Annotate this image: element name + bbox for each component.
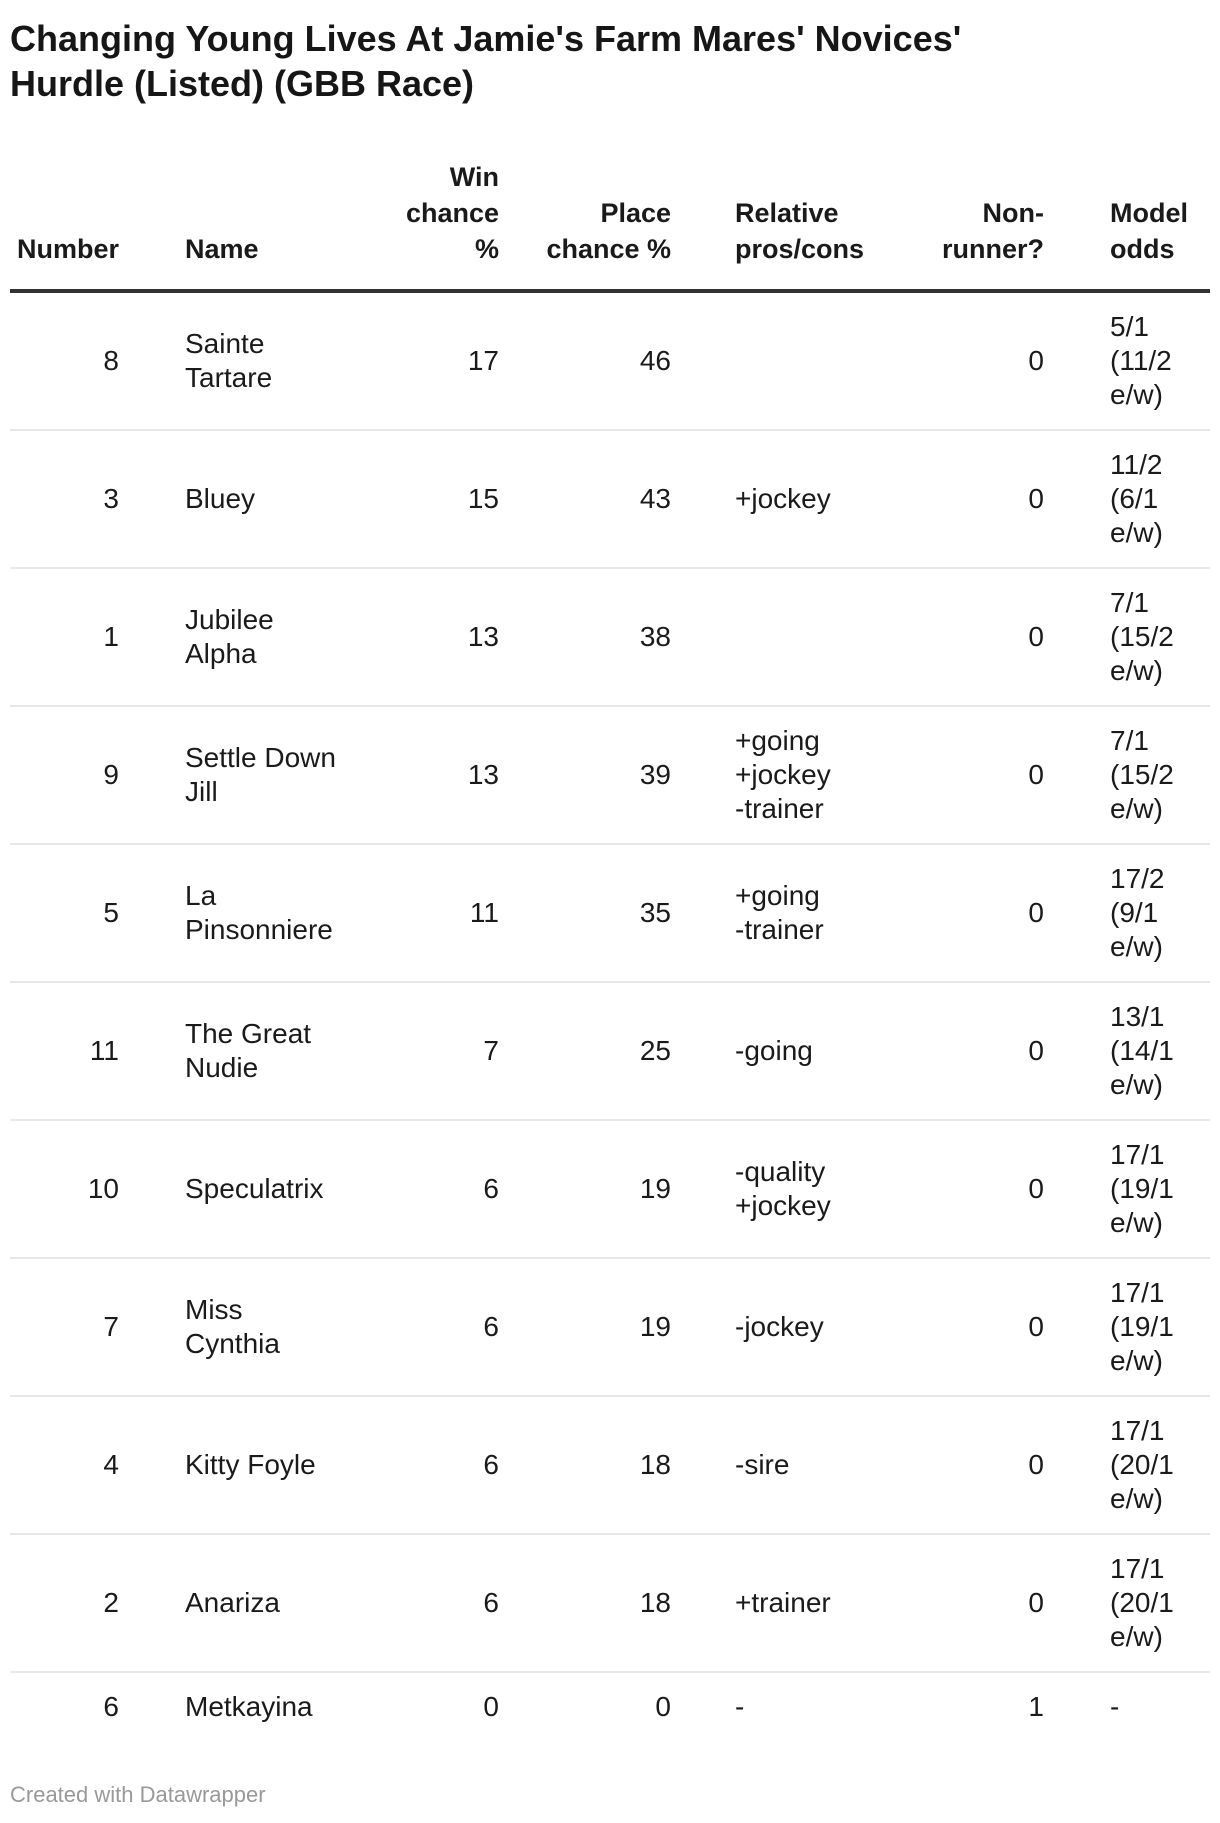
cell-pros_cons — [672, 1258, 910, 1396]
table-row — [10, 706, 1210, 844]
table-row — [10, 1534, 1210, 1672]
cell-number: 9 — [10, 706, 120, 844]
table-row — [10, 1120, 1210, 1258]
column-header-name: Name — [120, 154, 340, 291]
race-table — [10, 154, 1210, 1741]
cell-model_odds: 13/1 (14/1 e/w) — [1045, 982, 1210, 1120]
pros-cons-line: +jockey — [735, 759, 831, 790]
column-header-non_runner: Non-runner? — [910, 154, 1045, 291]
cell-name: Anariza — [120, 1534, 340, 1672]
cell-model_odds: 7/1 (15/2 e/w) — [1045, 706, 1210, 844]
table-row — [10, 1672, 1210, 1741]
cell-number: 7 — [10, 1258, 120, 1396]
page-title: Changing Young Lives At Jamie's Farm Mares' Novices' Hurdle (Listed) (GBB Race) — [10, 18, 962, 104]
table-row — [10, 291, 1210, 430]
cell-name: Miss Cynthia — [120, 1258, 340, 1396]
cell-number: 4 — [10, 1396, 120, 1534]
cell-name: Settle Down Jill — [120, 706, 340, 844]
table-row — [10, 982, 1210, 1120]
cell-number: 8 — [103, 345, 119, 376]
column-header-win_chance_pct: Win chance % — [340, 154, 500, 291]
cell-non_runner: 0 — [910, 568, 1045, 706]
pros-cons-line: -going — [735, 1035, 813, 1066]
pros-cons-line: -sire — [735, 1449, 790, 1480]
cell-name: Kitty Foyle — [120, 1396, 340, 1534]
cell-win_chance_pct: 6 — [340, 1120, 500, 1258]
cell-win_chance_pct: 15 — [340, 430, 500, 568]
cell-win_chance_pct: 0 — [340, 1672, 500, 1741]
cell-non_runner: 0 — [910, 1396, 1045, 1534]
cell-name: Sainte Tartare — [185, 328, 273, 393]
cell-pros_cons — [672, 982, 910, 1120]
cell-model_odds: - — [1045, 1672, 1210, 1741]
cell-name: Bluey — [120, 430, 340, 568]
cell-pros_cons — [672, 568, 910, 706]
cell-model_odds: 17/1 (20/1 e/w) — [1045, 1534, 1210, 1672]
cell-name: Metkayina — [120, 1672, 340, 1741]
pros-cons-line: -jockey — [735, 1311, 824, 1342]
cell-pros_cons — [672, 1672, 910, 1741]
cell-model_odds: 11/2 (6/1 e/w) — [1045, 430, 1210, 568]
table-row — [10, 844, 1210, 982]
pros-cons-line: +going — [735, 880, 820, 911]
pros-cons-line: -trainer — [735, 793, 824, 824]
table-body — [10, 291, 1210, 1741]
cell-number: 6 — [10, 1672, 120, 1741]
cell-win_chance_pct: 11 — [340, 844, 500, 982]
cell-number: 10 — [10, 1120, 120, 1258]
cell-non_runner: 0 — [910, 982, 1045, 1120]
column-header-pros_cons: Relative pros/cons — [672, 154, 910, 291]
cell-win_chance_pct: 17 — [467, 345, 499, 376]
cell-pros_cons — [672, 1534, 910, 1672]
column-header-place_chance_pct: Place chance % — [500, 154, 672, 291]
pros-cons-line: -quality — [735, 1156, 826, 1187]
column-header-number: Number — [10, 154, 120, 291]
cell-name: Jubilee Alpha — [120, 568, 340, 706]
cell-non_runner: 0 — [910, 1534, 1045, 1672]
cell-place_chance_pct: 19 — [500, 1120, 672, 1258]
cell-win_chance_pct: 6 — [340, 1396, 500, 1534]
datawrapper-table-page — [0, 16, 1220, 1823]
cell-model_odds: 17/2 (9/1 e/w) — [1045, 844, 1210, 982]
pros-cons-line: +trainer — [735, 1587, 831, 1618]
cell-place_chance_pct: 43 — [500, 430, 672, 568]
cell-place_chance_pct: 38 — [500, 568, 672, 706]
table-header-row — [10, 154, 1210, 291]
cell-non_runner: 0 — [910, 430, 1045, 568]
table-row — [10, 1258, 1210, 1396]
cell-non_runner: 0 — [910, 844, 1045, 982]
cell-model_odds: 7/1 (15/2 e/w) — [1045, 568, 1210, 706]
table-row — [10, 430, 1210, 568]
cell-place_chance_pct: 19 — [500, 1258, 672, 1396]
cell-non_runner: 0 — [1028, 345, 1044, 376]
cell-pros_cons — [672, 844, 910, 982]
pros-cons-line: +jockey — [735, 1190, 831, 1221]
cell-model_odds: 5/1 (11/2 e/w) — [1110, 311, 1172, 410]
cell-non_runner: 0 — [910, 1120, 1045, 1258]
pros-cons-line: -trainer — [735, 914, 824, 945]
cell-number: 11 — [10, 982, 120, 1120]
cell-win_chance_pct: 6 — [340, 1258, 500, 1396]
cell-pros_cons — [672, 291, 910, 430]
cell-place_chance_pct: 25 — [500, 982, 672, 1120]
cell-place_chance_pct: 39 — [500, 706, 672, 844]
cell-pros_cons — [672, 706, 910, 844]
cell-win_chance_pct: 13 — [340, 568, 500, 706]
cell-place_chance_pct: 18 — [500, 1396, 672, 1534]
cell-name: The Great Nudie — [120, 982, 340, 1120]
datawrapper-attribution-link[interactable]: Created with Datawrapper — [10, 1782, 266, 1807]
cell-number: 2 — [10, 1534, 120, 1672]
cell-win_chance_pct: 7 — [340, 982, 500, 1120]
column-header-model_odds: Model odds — [1045, 154, 1210, 291]
table-header — [10, 154, 1210, 291]
cell-pros_cons — [672, 1396, 910, 1534]
cell-name: Speculatrix — [120, 1120, 340, 1258]
cell-non_runner: 0 — [910, 1258, 1045, 1396]
cell-place_chance_pct: 0 — [500, 1672, 672, 1741]
cell-model_odds: 17/1 (19/1 e/w) — [1045, 1120, 1210, 1258]
cell-number: 1 — [10, 568, 120, 706]
cell-win_chance_pct: 6 — [340, 1534, 500, 1672]
cell-pros_cons — [672, 430, 910, 568]
pros-cons-line: +jockey — [735, 483, 831, 514]
pros-cons-line: - — [735, 1691, 745, 1722]
cell-pros_cons — [672, 1120, 910, 1258]
pros-cons-line: +going — [735, 725, 820, 756]
cell-place_chance_pct: 18 — [500, 1534, 672, 1672]
cell-number: 3 — [10, 430, 120, 568]
cell-model_odds: 17/1 (19/1 e/w) — [1045, 1258, 1210, 1396]
cell-win_chance_pct: 13 — [340, 706, 500, 844]
table-row — [10, 568, 1210, 706]
table-row — [10, 1396, 1210, 1534]
cell-name: La Pinsonniere — [120, 844, 340, 982]
cell-non_runner: 0 — [910, 706, 1045, 844]
cell-place_chance_pct: 46 — [639, 345, 671, 376]
cell-number: 5 — [10, 844, 120, 982]
cell-non_runner: 1 — [910, 1672, 1045, 1741]
cell-place_chance_pct: 35 — [500, 844, 672, 982]
cell-model_odds: 17/1 (20/1 e/w) — [1045, 1396, 1210, 1534]
